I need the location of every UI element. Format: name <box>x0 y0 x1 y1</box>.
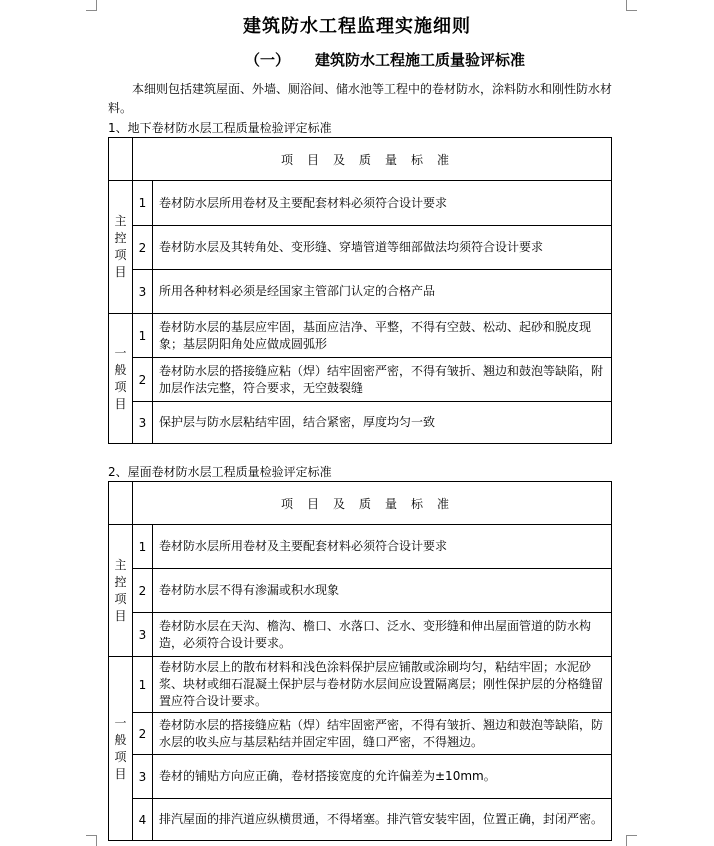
header-blank-cell <box>109 482 133 525</box>
item-text: 卷材的铺贴方向应正确，卷材搭接宽度的允许偏差为±10mm。 <box>153 755 612 799</box>
item-text: 所用各种材料必须是经国家主管部门认定的合格产品 <box>153 270 612 314</box>
group-label: 主控项目 <box>114 214 127 279</box>
item-text: 卷材防水层上的散布材料和浅色涂料保护层应铺散或涂刷均匀，粘结牢固；水泥砂浆、块材或细石混凝土保护层与卷材防水层间应设置隔离层；刚性保护层的分格缝留置应符合设计要求。 <box>153 657 612 713</box>
section-heading: 1、地下卷材防水层工程质量检验评定标准 <box>108 121 332 135</box>
table-header: 项目及质量标准 <box>133 138 612 181</box>
group-label-cell <box>109 657 133 841</box>
standards-table <box>108 481 612 841</box>
item-text: 卷材防水层的基层应牢固，基面应洁净、平整，不得有空鼓、松动、起砂和脱皮现象；基层阴阳角处应做成圆弧形 <box>153 314 612 358</box>
item-text: 卷材防水层的搭接缝应粘（焊）结牢固密严密，不得有皱折、翘边和鼓泡等缺陷，防水层的收头应与基层粘结并固定牢固，缝口严密，不得翘边。 <box>153 713 612 755</box>
group-label-cell <box>109 525 133 657</box>
item-text: 卷材防水层所用卷材及主要配套材料必须符合设计要求 <box>153 525 612 569</box>
item-text: 卷材防水层所用卷材及主要配套材料必须符合设计要求 <box>153 181 612 226</box>
table-header: 项目及质量标准 <box>133 482 612 525</box>
item-number: 1 <box>133 181 153 226</box>
item-text: 卷材防水层及其转角处、变形缝、穿墙管道等细部做法均须符合设计要求 <box>153 226 612 270</box>
item-number: 2 <box>133 713 153 755</box>
intro-paragraph: 本细则包括建筑屋面、外墙、厕浴间、储水池等工程中的卷材防水，涂料防水和刚性防水材料。 <box>108 82 613 115</box>
item-number: 3 <box>133 613 153 657</box>
subtitle-number: （一） <box>245 51 291 69</box>
section-heading: 2、屋面卷材防水层工程质量检验评定标准 <box>108 465 332 479</box>
item-number: 2 <box>133 569 153 613</box>
group-label-cell <box>109 314 133 444</box>
item-number: 2 <box>133 226 153 270</box>
item-text: 卷材防水层不得有渗漏或积水现象 <box>153 569 612 613</box>
item-number: 2 <box>133 358 153 402</box>
item-text: 卷材防水层的搭接缝应粘（焊）结牢固密严密，不得有皱折、翘边和鼓泡等缺陷，附加层作法完整，符合要求，无空鼓裂缝 <box>153 358 612 402</box>
subtitle-text: 建筑防水工程施工质量验评标准 <box>315 51 526 69</box>
item-text: 保护层与防水层粘结牢固，结合紧密，厚度均匀一致 <box>153 402 612 444</box>
header-blank-cell <box>109 138 133 181</box>
group-label: 一般项目 <box>114 715 127 781</box>
page-corner-mark <box>626 835 637 846</box>
item-number: 3 <box>133 402 153 444</box>
group-label: 一般项目 <box>114 345 127 411</box>
item-number: 1 <box>133 525 153 569</box>
item-number: 4 <box>133 799 153 841</box>
standards-table <box>108 137 612 444</box>
item-number: 3 <box>133 755 153 799</box>
page-corner-mark <box>86 0 97 11</box>
document-title: 建筑防水工程监理实施细则 <box>243 16 471 37</box>
item-number: 1 <box>133 314 153 358</box>
item-text: 排汽屋面的排汽道应纵横贯通，不得堵塞。排汽管安装牢固，位置正确，封闭严密。 <box>153 799 612 841</box>
section-subtitle <box>245 49 525 70</box>
item-text: 卷材防水层在天沟、檐沟、檐口、水落口、泛水、变形缝和伸出屋面管道的防水构造，必须符合设计要求。 <box>153 613 612 657</box>
page-corner-mark <box>626 0 637 11</box>
item-number: 1 <box>133 657 153 713</box>
item-number: 3 <box>133 270 153 314</box>
group-label: 主控项目 <box>114 557 127 623</box>
page-corner-mark <box>86 835 97 846</box>
group-label-cell <box>109 181 133 314</box>
